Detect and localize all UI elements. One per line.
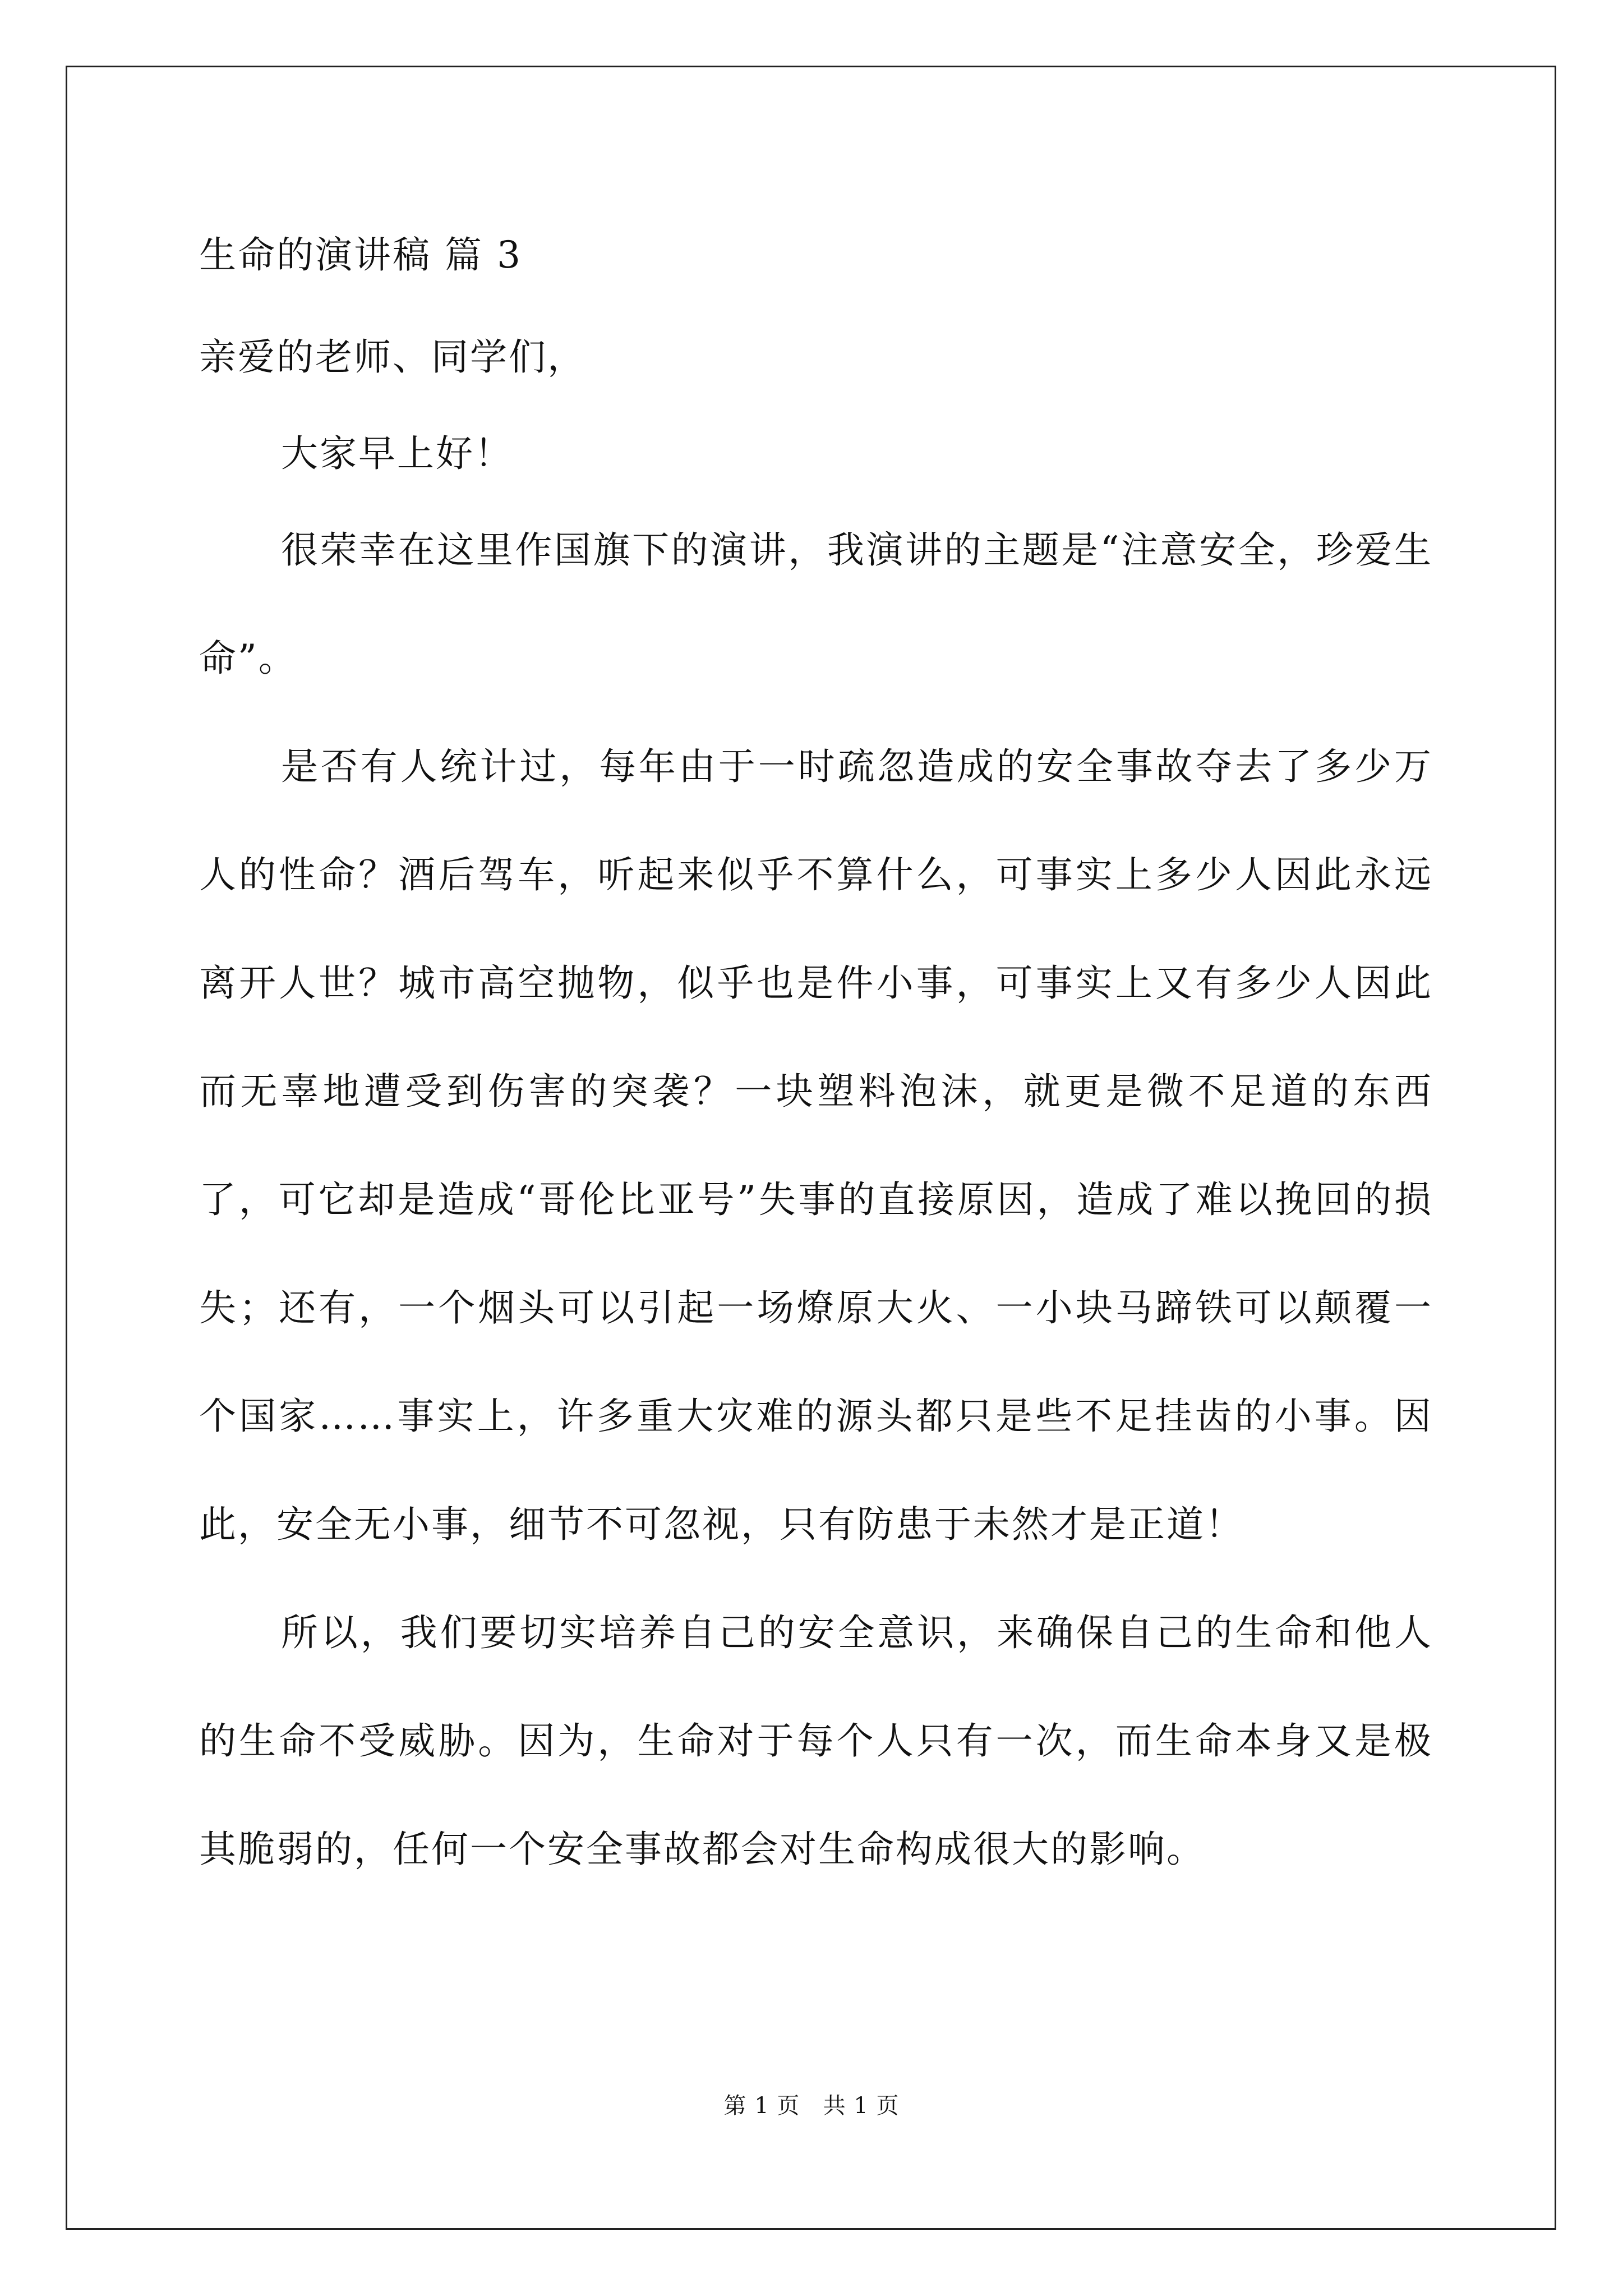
greeting: 亲爱的老师、同学们， [199, 335, 586, 379]
paragraph-opening: 大家早上好！ [281, 432, 513, 475]
page-number: 第 1 页 [723, 2093, 800, 2119]
document-title: 生命的演讲稿 篇 3 [199, 233, 522, 277]
document-body [199, 213, 1433, 1903]
paragraph-conclusion: 所以，我们要切实培养自己的安全意识，来确保自己的生命和他人的生命不受威胁。因为，生命对于每个人只有一次，而生命本身又是极其脆弱的，任何一个安全事故都会对生命构成很大的影响。 [199, 1611, 1433, 1871]
page-total: 共 1 页 [823, 2093, 900, 2119]
page-footer [0, 2088, 1623, 2120]
paragraph-examples: 是否有人统计过，每年由于一时疏忽造成的安全事故夺去了多少万人的性命？酒后驾车，听起来似乎不算什么，可事实上多少人因此永远离开人世？城市高空抛物，似乎也是件小事，可事实上又有多少人因此而无辜地遭受到伤害的突袭？一块塑料泡沫，就更是微不足道的东西了，可它却是造成“哥伦比亚号”失事的直接原因，造成了难以挽回的损失；还有，一个烟头可以引起一场燎原大火、一小块马蹄铁可以颠覆一个国家……事实上，许多重大灾难的源头都只是些不足挂齿的小事。因此，安全无小事，细节不可忽视，只有防患于未然才是正道！ [199, 745, 1433, 1546]
paragraph-topic: 很荣幸在这里作国旗下的演讲，我演讲的主题是“注意安全，珍爱生命”。 [199, 528, 1433, 680]
